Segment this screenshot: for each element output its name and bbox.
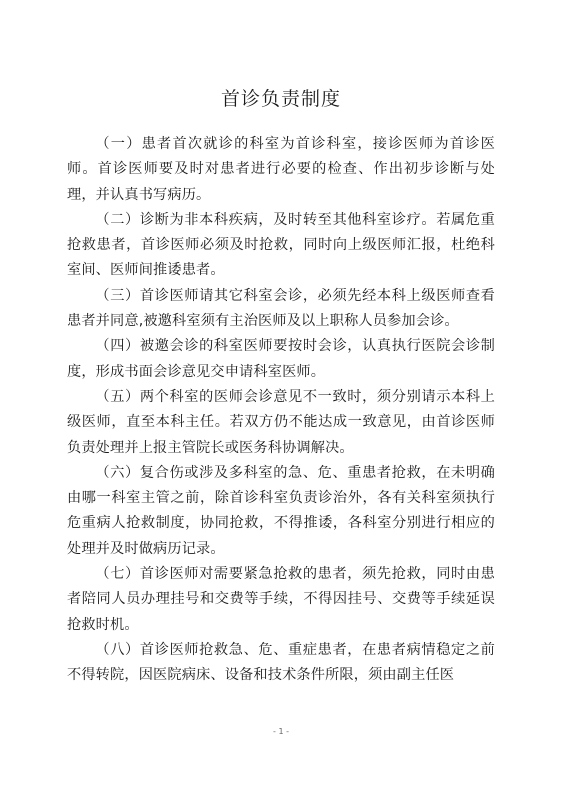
paragraph-2: （二）诊断为非本科疾病，及时转至其他科室诊疗。若属危重抢救患者，首诊医师必须及时抢救，同时向上级医师汇报，杜绝科室间、医师间推诿患者。 <box>67 211 495 279</box>
page-number: - 1 - <box>273 727 289 736</box>
paragraph-1: （一）患者首次就诊的科室为首诊科室，接诊医师为首诊医师。首诊医师要及时对患者进行必要的检查、作出初步诊断与处理，并认真书写病历。 <box>67 136 495 203</box>
document-title: 首诊负责制度 <box>220 88 341 110</box>
paragraph-8: （八）首诊医师抢救急、危、重症患者，在患者病情稳定之前不得转院，因医院病床、设备和技术条件所限，须由副主任医 <box>67 641 495 684</box>
paragraph-6: （六）复合伤或涉及多科室的急、危、重患者抢救，在未明确由哪一科室主管之前，除首诊科室负责诊治外，各有关科室须执行危重病人抢救制度，协同抢救，不得推诿，各科室分别进行相应的处理并及时做病历记录。 <box>67 464 495 557</box>
paragraph-4: （四）被邀会诊的科室医师要按时会诊，认真执行医院会诊制度，形成书面会诊意见交申请科室医师。 <box>67 338 495 380</box>
paragraph-5: （五）两个科室的医师会诊意见不一致时，须分别请示本科上级医师，直至本科主任。若双方仍不能达成一致意见，由首诊医师负责处理并上报主管院长或医务科协调解决。 <box>67 388 495 456</box>
paragraph-7: （七）首诊医师对需要紧急抢救的患者，须先抢救，同时由患者陪同人员办理挂号和交费等手续，不得因挂号、交费等手续延误抢救时机。 <box>67 566 495 633</box>
paragraph-3: （三）首诊医师请其它科室会诊，必须先经本科上级医师查看患者并同意,被邀科室须有主治医师及以上职称人员参加会诊。 <box>67 287 495 330</box>
document-body <box>67 132 495 689</box>
